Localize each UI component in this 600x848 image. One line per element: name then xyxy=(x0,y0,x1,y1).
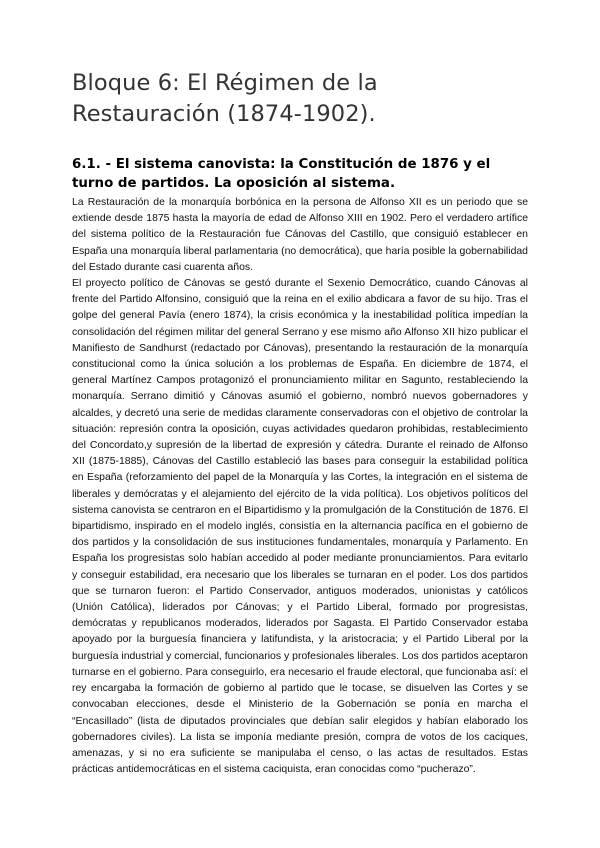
paragraph-main: El proyecto político de Cánovas se gestó durante el Sexenio Democrático, cuando Cánovas al frente del Partido Alfonsino, consiguió que la reina en el exilio abdicara a favor de su hijo. Tras el golpe del general Pavía (enero 1874), la crisis económica y la inestabilidad política impedían la consolidación del régimen militar del general Serrano y ese mismo año Alfonso XII hizo publicar el Manifiesto de Sandhurst (redactado por Cánovas), presentando la restauración de la monarquía constitucional como la única solución a los problemas de España. En diciembre de 1874, el general Martínez Campos protagonizó el pronunciamiento militar en Sagunto, restableciendo la monarquía. Serrano dimitió y Cánovas asumió el gobierno, nombró nuevos gobernadores y alcaldes, y decretó una serie de medidas claramente conservadoras con el objetivo de controlar la situación: represión contra la oposición, cuyas actividades quedaron prohibidas, restablecimiento del Concordato,y supresión de la libertad de expresión y cátedra. Durante el reinado de Alfonso XII (1875-1885), Cánovas del Castillo estableció las bases para conseguir la estabilidad política en España (reforzamiento del papel de la Monarquía y las Cortes, la integración en el sistema de liberales y demócratas y el alejamiento del ejército de la vida política). Los objetivos políticos del sistema canovista se centraron en el Bipartidismo y la promulgación de la Constitución de 1876. El bipartidismo, inspirado en el modelo inglés, consistía en la alternancia pacífica en el gobierno de dos partidos y la consolidación de sus instituciones fundamentales, monarquía y Parlamento. En España los progresistas solo habían accedido al poder mediante pronunciamientos. Para evitarlo y conseguir estabilidad, era necesario que los liberales se turnaran en el poder. Los dos partidos que se turnaron fueron: el Partido Conservador, antiguos moderados, unionistas y católicos (Unión Católica), liderados por Cánovas; y el Partido Liberal, formado por progresistas, demócratas y republicanos moderados, liderados por Sagasta. El Partido Conservador estaba apoyado por la burguesía financiera y latifundista, y la aristocracia; y el Partido Liberal por la burguesía industrial y comercial, funcionarios y profesionales liberales. Los dos partidos aceptaron turnarse en el gobierno. Para conseguirlo, era necesario el fraude electoral, que funcionaba así: el rey encargaba la formación de gobierno al partido que le tocase, se disuelven las Cortes y se convocaban elecciones, desde el Ministerio de la Gobernación se ponía en marcha el “Encasillado” (lista de diputados provinciales que debían salir elegidos y habían elaborado los gobernadores civiles). La lista se imponía mediante presión, compra de votos de los caciques, amenazas, y si no era suficiente se manipulaba el censo, o las actas de resultados. Estas prácticas antidemocráticas en el sistema caciquista, eran conocidas como “pucherazo”. xyxy=(72,278,529,776)
paragraph-intro: La Restauración de la monarquía borbónica en la persona de Alfonso XII es un periodo que se extiende desde 1875 hasta la mayoría de edad de Alfonso XIII en 1902. Pero el verdadero artífice del sistema político de la Restauración fue Cánovas del Castillo, que consiguió establecer en España una monarquía liberal parlamentaria (no democrática), que haría posible la gobernabilidad del Estado durante casi cuarenta años. xyxy=(72,197,528,273)
section-body xyxy=(72,195,528,778)
page-title: Bloque 6: El Régimen de la Restauración (1874-1902). xyxy=(72,70,378,127)
section-heading: 6.1. - El sistema canovista: la Constitución de 1876 y el turno de partidos. La oposición al sistema. xyxy=(72,157,491,191)
